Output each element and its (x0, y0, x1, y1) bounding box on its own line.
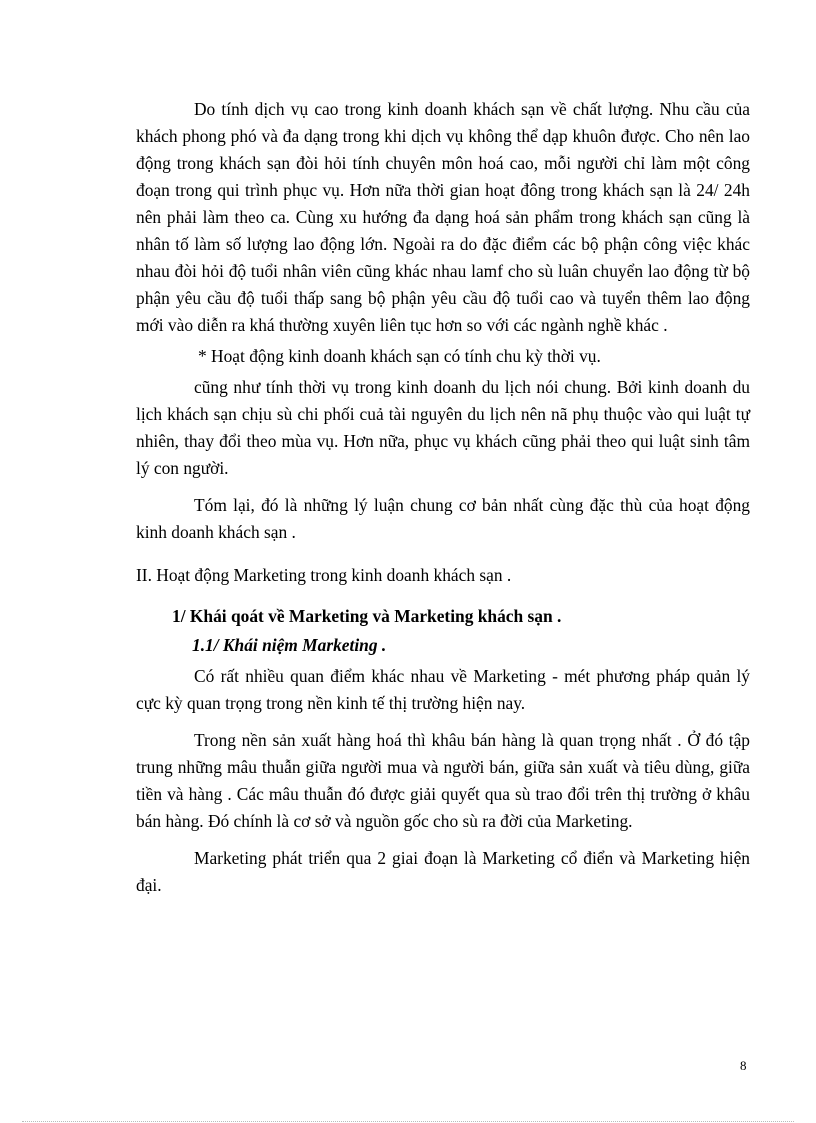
paragraph-sales-stage: Trong nền sản xuất hàng hoá thì khâu bán hàng là quan trọng nhất . Ở đó tập trung những mâu thuẫn giữa người mua và người bán, giữa sản xuất và tiêu dùng, giữa tiền và hàng . Các mâu thuẫn đó được giải quyết qua sù trao đổi trên thị trường ở khâu bán hàng. Đó chính là cơ sở và nguồn gốc cho sù ra đời của Marketing. (136, 730, 750, 831)
paragraph-seasonality: cũng như tính thời vụ trong kinh doanh du lịch nói chung. Bởi kinh doanh du lịch khách sạn chịu sù chi phối cuả tài nguyên du lịch nên nã phụ thuộc vào qui luật tự nhiên, thay đổi theo mùa vụ. Hơn nữa, phục vụ khách cũng phải theo qui luật sinh tâm lý con người. (136, 377, 750, 478)
document-body (136, 96, 750, 899)
paragraph-summary: Tóm lại, đó là những lý luận chung cơ bản nhất cùng đặc thù của hoạt động kinh doanh khách sạn . (136, 495, 750, 542)
footer-divider (22, 1121, 794, 1122)
subsection-heading-overview: 1/ Khái qoát về Marketing và Marketing khách sạn . (172, 606, 562, 626)
section-heading-marketing: II. Hoạt động Marketing trong kinh doanh khách sạn . (136, 565, 512, 585)
page-number: 8 (740, 1058, 747, 1073)
bullet-seasonality: * Hoạt động kinh doanh khách sạn có tính chu kỳ thời vụ. (198, 346, 601, 366)
paragraph-marketing-views: Có rất nhiều quan điểm khác nhau về Marketing - mét phương pháp quản lý cực kỳ quan trọng trong nền kinh tế thị trường hiện nay. (136, 666, 750, 713)
subsubsection-heading-concept: 1.1/ Khái niệm Marketing . (192, 635, 387, 655)
paragraph-labor-characteristics: Do tính dịch vụ cao trong kinh doanh khách sạn về chất lượng. Nhu cầu của khách phong phó và đa dạng trong khi dịch vụ không thể dạp khuôn được. Cho nên lao động trong khách sạn đòi hỏi tính chuyên môn hoá cao, mỗi người chỉ làm một công đoạn trong qui trình phục vụ. Hơn nữa thời gian hoạt đông trong khách sạn là 24/ 24h nên phải làm theo ca. Cùng xu hướng đa dạng hoá sản phẩm trong khách sạn cũng là nhân tố làm số lượng lao động lớn. Ngoài ra do đặc điểm các bộ phận công việc khác nhau đòi hỏi độ tuổi nhân viên cũng khác nhau lamf cho sù luân chuyển lao động từ bộ phận yêu cầu độ tuổi thấp sang bộ phận yêu cầu độ tuổi cao và tuyển thêm lao động mới vào diễn ra khá thường xuyên liên tục hơn so với các ngành nghề khác . (136, 99, 750, 335)
paragraph-marketing-stages: Marketing phát triển qua 2 giai đoạn là Marketing cổ điển và Marketing hiện đại. (136, 848, 750, 895)
